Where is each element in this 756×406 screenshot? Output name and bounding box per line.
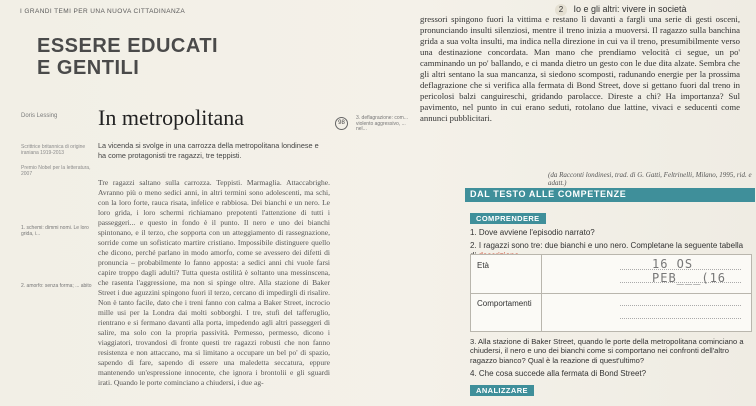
footnote-3: 3. deflagrazione: com... violento aggressivo, ... nel...	[356, 115, 408, 133]
section-title-line2: E GENTILI	[37, 57, 140, 79]
author-info: Scrittrice britannica di origine iraniana 1919-2013	[21, 144, 86, 156]
table-row-label: Età	[477, 261, 490, 270]
question-4: 4. Che cosa succede alla fermata di Bond Street?	[470, 369, 647, 378]
answer-cell-age[interactable]	[541, 255, 751, 293]
question-3: 3. Alla stazione di Baker Street, quando le porte della metropolitana cominciano a chiudersi, il nero e uno dei bianchi come si comportano nei confronti dell'altro ragazzo bianco? Qual è la reazione di quest'ultimo?	[470, 337, 744, 365]
tag-analizzare: ANALIZZARE	[470, 385, 534, 396]
source-citation: (da Racconti londinesi, trad. di G. Gatti, Feltrinelli, Milano, 1995, rid. e adatt.)	[548, 171, 752, 187]
author-name: Doris Lessing	[21, 113, 58, 119]
handwritten-answer: 16 OS PEB___(16	[652, 257, 727, 285]
tag-comprendere: COMPRENDERE	[470, 213, 546, 224]
table-row	[471, 255, 751, 294]
story-text-right: gressori spingono fuori la vittima e restano lì davanti a fargli una serie di gesti osceni, pronunciando insulti silenziosi, mentre il treno inizia a muoversi. Il ragazzo sulla banchina grida a sua volta insulti, ma indica nella direzione in cui va il treno, presumibilmente verso una destinazione concordata. Man mano che prendiamo velocità ci segue, un po' camminando un po' ballando, e ci manda dietro un gesto con le due dita alzate. Sembra che gli altri sentano la sua mancanza, si siedono scomposti, radunando energie per la prossima deflagrazione che si verifica alla fermata di Bond Street, dove si gettano fuori dal treno in pericolosi balzi canguireschi, gridando parolacce. Direste a chi? Ha importanza? Sul pavimento, nel punto in cui erano seduti, rotolano due lattine, vivaci e seducenti come annunci pubblicitari.	[420, 14, 740, 123]
nobel-info: Premio Nobel per la letteratura, 2007	[21, 165, 91, 177]
chapter-title: Io e gli altri: vivere in società	[573, 4, 687, 14]
table-row-label: Comportamenti	[477, 299, 532, 308]
writing-line	[620, 318, 741, 319]
exercise-banner-title: DAL TESTO ALLE COMPETENZE	[470, 189, 627, 199]
story-title: In metropolitana	[98, 105, 245, 130]
audio-track-icon: 98	[335, 117, 348, 130]
answer-cell-behaviour[interactable]	[541, 293, 751, 331]
writing-line	[620, 282, 741, 283]
question-1: 1. Dove avviene l'episodio narrato?	[470, 228, 595, 237]
description-table	[470, 254, 752, 332]
chapter-number-icon: 2	[555, 4, 567, 16]
section-title-line1: ESSERE EDUCATI	[37, 35, 219, 57]
writing-line	[620, 269, 741, 270]
footnote-2: 2. amorfo: senza forma; ... abito	[21, 283, 92, 289]
writing-line	[620, 305, 741, 306]
running-header: I GRANDI TEMI PER UNA NUOVA CITTADINANZA	[20, 8, 186, 15]
story-text-left: Tre ragazzi saltano sulla carrozza. Teppisti. Marmaglia. Attaccabrighe. Avranno più o meno sedici anni, in altri termini sono adolescenti, ma schi, con la loro forte, rauca risata, infelice e rabbiosa. Dei bianchi e un nero. Le loro grida, i loro schermi richiamano prepotenti l'attenzione di tutti i passeggeri... e questo in fondo è il punto. Il nero e uno dei bianchi spintonano, e il terzo, che sopporta con un atteggiamento di rassegnazione, sorride come un sofisticato martire cristiano. Impossibile distinguere quello che dicono, perché parlano in modo amorfo, come se avessero dei difetti di pronuncia – probabilmente lo fanno apposta: a sedici anni chi vuole farsi capire troppo dagli adulti? Tutta questa ostilità è soltanto una messinscena, che rasenta l'aggressione, ma non si spinge oltre. Alla stazione di Baker Street i due aguzzini spingono fuori il terzo, cercano di impedirgli di risalire. Non è tanto facile, dato che i treni fanno con calma a Baker Street, incrocio mille usi per la Londra dai molti sobborghi. I tre, stufi del tafferuglio, rientrano e si fermano davanti alla porta, impedendo agli altri passeggeri di salire, ma solo con la propria passività. Permesso, permesso, dicono i viaggiatori, trovandosi di fronte questi tre ragazzi robusti che non fanno resistenza e non attaccano, ma si limitano a occupare un bel po' di spazio, sapendo di fare, sapendo di essere una maledetta seccatura, eppure mantenendo un'espressione innocente, che ignora i brontolii e gli sguardi irati. Quando le porte cominciano a chiudersi, i due ag-	[98, 178, 330, 387]
table-row	[471, 293, 751, 331]
story-summary: La vicenda si svolge in una carrozza della metropolitana londinese e ha come protagonisti tre ragazzi, tre teppisti.	[98, 141, 319, 160]
footnote-1: 1. schemi: dimmi nomi. Le loro grida, i...	[21, 225, 89, 237]
question-2: 2. I ragazzi sono tre: due bianchi e uno nero. Completane la seguente tabella	[470, 241, 744, 250]
